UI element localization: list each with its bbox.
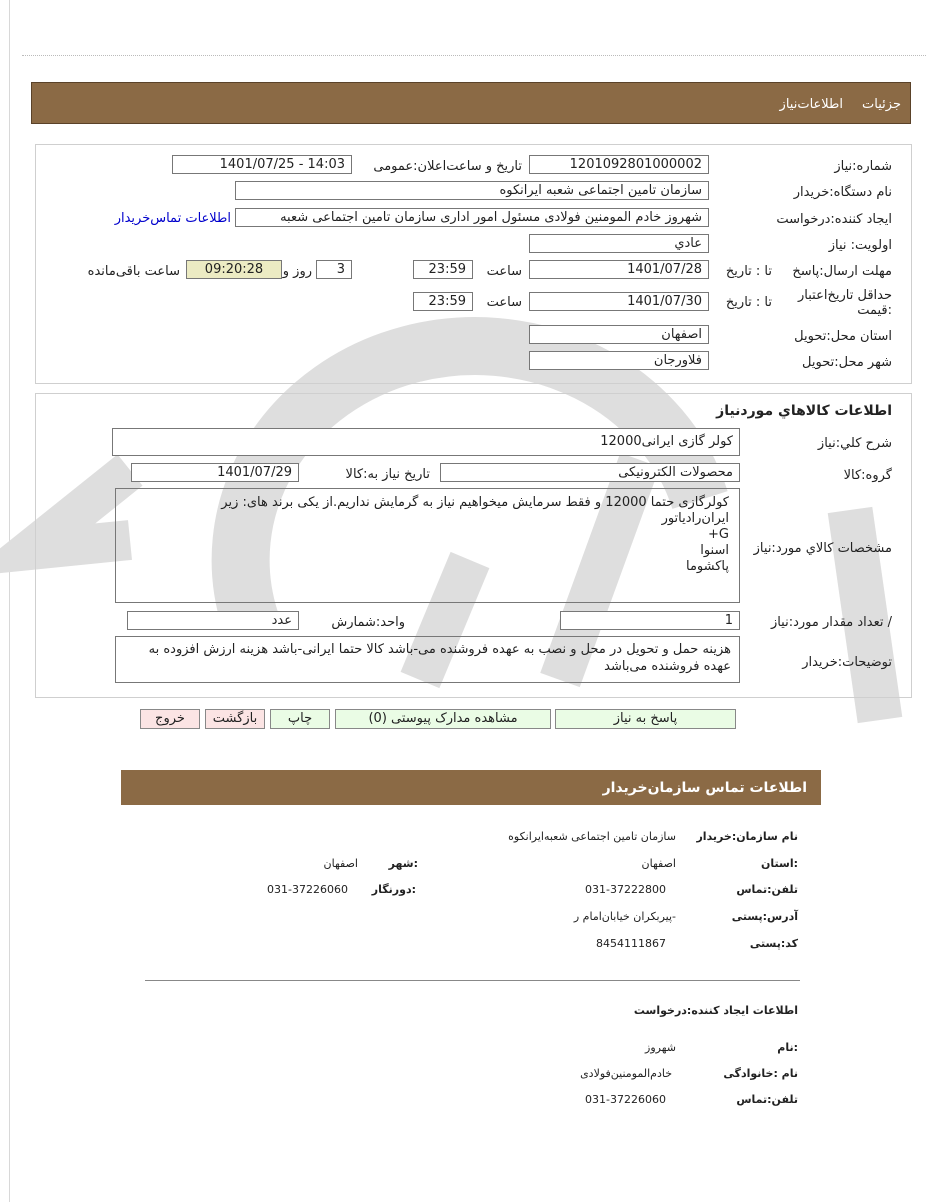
- fax-value: 031-37226060: [267, 883, 348, 896]
- province-label: استان محل:تحویل: [794, 329, 892, 344]
- org-value: سازمان تامین اجتماعی شعبه‌ایرانکوه: [508, 830, 676, 843]
- validity-label: حداقل تاریخ‌اعتبار :قیمت: [798, 288, 892, 318]
- deadline-time-field: 23:59: [413, 260, 473, 279]
- city-label: شهر محل:تحویل: [802, 355, 892, 370]
- goods-desc-label: شرح کلي:نياز: [817, 436, 892, 451]
- goods-section-title: اطلاعات کالاهاي موردنياز: [716, 403, 892, 419]
- goods-desc-field: کولر گازی ایرانی12000: [112, 428, 740, 456]
- qty-label: / تعداد مقدار مورد:نیاز: [770, 615, 892, 630]
- notes-box: هزینه حمل و تحویل در محل و نصب به عهده فروشنده می-باشد کالا حتما ایرانی-باشد هزینه ارزش افزوده به عهده فروشنده می‌باشد: [115, 636, 740, 683]
- unit-label: واحد:شمارش: [331, 615, 405, 630]
- contact-city-label: :شهر: [388, 857, 418, 870]
- deadline-label: مهلت ارسال:پاسخ: [792, 264, 892, 279]
- buyer-field: سازمان تامین اجتماعی شعبه ایرانکوه: [235, 181, 709, 200]
- buyer-label: نام دستگاه:خریدار: [793, 185, 892, 200]
- need-number-field: 1201092801000002: [529, 155, 709, 174]
- postal-value: 8454111867: [596, 937, 666, 950]
- specs-line: کولرگازی حتما 12000 و فقط سرمایش میخواهیم نیاز به گرمایش نداریم.از یکی برند های: زیر: [221, 495, 729, 510]
- print-button[interactable]: چاپ: [270, 709, 330, 729]
- contact-city-value: اصفهان: [323, 857, 358, 870]
- requester-name-label: :نام: [777, 1041, 798, 1054]
- validity-until-label: تا : تاریخ: [725, 295, 772, 310]
- requester-name-value: شهروز: [645, 1041, 676, 1054]
- deadline-until-label: تا : تاریخ: [725, 264, 772, 279]
- exit-button[interactable]: خروج: [140, 709, 200, 729]
- contact-phone-label: تلفن:تماس: [736, 883, 798, 896]
- buyer-contact-title: اطلاعات تماس سازمان‌خریدار: [602, 780, 807, 796]
- unit-field: عدد: [127, 611, 299, 630]
- contact-province-value: اصفهان: [641, 857, 676, 870]
- back-button[interactable]: بازگشت: [205, 709, 265, 729]
- days-field: 3: [316, 260, 352, 279]
- notes-label: توضیحات:خریدار: [802, 655, 892, 670]
- reply-button[interactable]: پاسخ به نیاز: [555, 709, 736, 729]
- tab-details[interactable]: جزئیات: [862, 97, 901, 112]
- need-date-field: 1401/07/29: [131, 463, 299, 482]
- province-field: اصفهان: [529, 325, 709, 344]
- priority-field: عادي: [529, 234, 709, 253]
- validity-time-field: 23:59: [413, 292, 473, 311]
- section-divider: [145, 980, 800, 981]
- creator-label: ایجاد کننده:درخواست: [776, 212, 892, 227]
- validity-date-field: 1401/07/30: [529, 292, 709, 311]
- remaining-time-field: 09:20:28: [186, 260, 282, 279]
- requester-title: اطلاعات ایجاد کننده:درخواست: [633, 1004, 798, 1017]
- qty-field: 1: [560, 611, 740, 630]
- address-label: آدرس:پستی: [731, 910, 798, 923]
- need-date-label: تاریخ نیاز به:کالا: [345, 467, 430, 482]
- requester-family-label: نام :خانوادگی: [723, 1067, 798, 1080]
- top-dotted-line: [22, 55, 926, 56]
- announce-field: 1401/07/25 - 14:03: [172, 155, 352, 174]
- org-label: نام سازمان:خریدار: [696, 830, 798, 843]
- creator-field: شهروز خادم المومنین فولادی مسئول امور اداری سازمان تامین اجتماعی شعبه: [235, 208, 709, 227]
- requester-family-value: خادم‌المومنین‌فولادی: [580, 1067, 672, 1080]
- specs-line: پاکشوما: [685, 559, 729, 574]
- goods-group-label: گروه:کالا: [843, 468, 892, 483]
- need-number-label: شماره:نیاز: [834, 159, 892, 174]
- specs-line: ایران‌رادیاتور: [661, 511, 729, 526]
- attachments-button[interactable]: مشاهده مدارک پیوستی (0): [335, 709, 551, 729]
- specs-box: [115, 488, 740, 603]
- fax-label: :دورنگار: [371, 883, 416, 896]
- contact-phone-value: 031-37222800: [585, 883, 666, 896]
- remaining-label: ساعت باقی‌مانده: [87, 264, 180, 279]
- deadline-date-field: 1401/07/28: [529, 260, 709, 279]
- priority-label: اولویت: نیاز: [828, 238, 892, 253]
- requester-phone-value: 031-37226060: [585, 1093, 666, 1106]
- city-field: فلاورجان: [529, 351, 709, 370]
- requester-phone-label: تلفن:تماس: [736, 1093, 798, 1106]
- buyer-contact-link[interactable]: اطلاعات تماس‌خریدار: [114, 211, 231, 226]
- announce-label: تاریخ و ساعت‌اعلان:عمومی: [373, 159, 522, 174]
- tab-need-info[interactable]: اطلاعات‌نیاز: [779, 97, 843, 112]
- specs-label: مشخصات کالاي مورد:نياز: [753, 541, 892, 556]
- postal-label: کد:پستی: [749, 937, 798, 950]
- deadline-time-label: ساعت: [486, 264, 522, 279]
- address-value: -پیربکران خیابان‌امام ر: [573, 910, 676, 923]
- contact-province-label: :استان: [761, 857, 798, 870]
- days-label: روز و: [282, 264, 312, 279]
- specs-line: اسنوا: [700, 543, 729, 558]
- validity-time-label: ساعت: [486, 295, 522, 310]
- goods-group-field: محصولات الکترونیکی: [440, 463, 740, 482]
- specs-line: G+: [708, 527, 729, 542]
